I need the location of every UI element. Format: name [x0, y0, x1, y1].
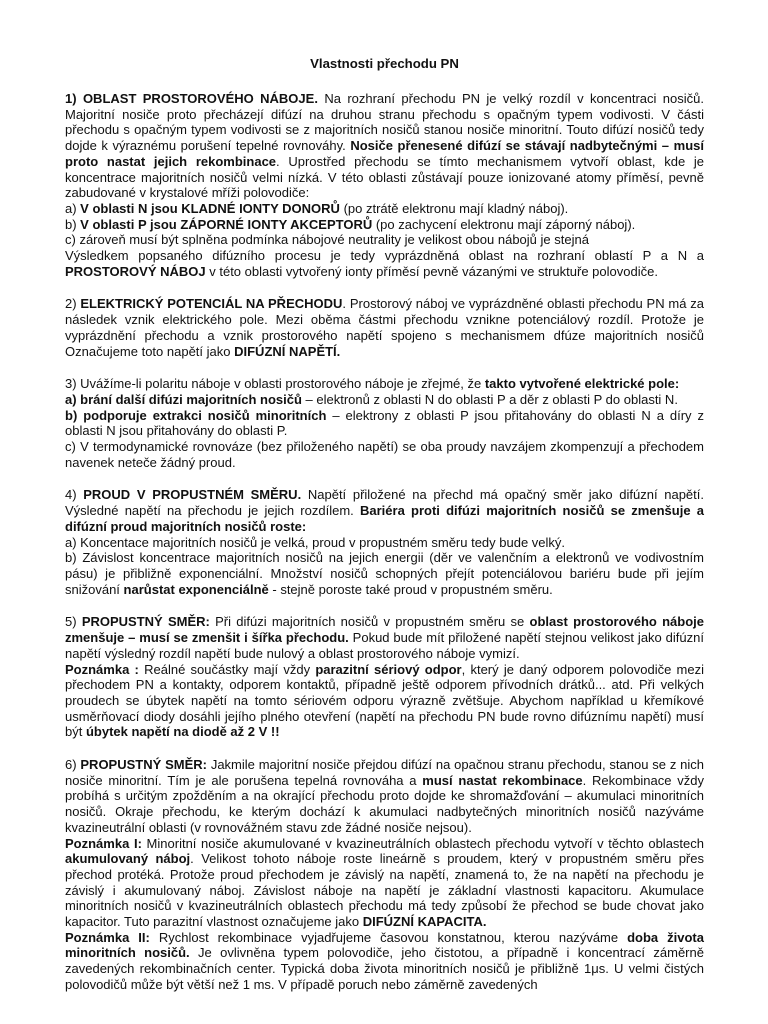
section-5 [65, 614, 704, 740]
text-run: Rychlost rekombinace vyjadřujeme časovou konstatnou, kterou nazýváme [149, 929, 628, 945]
paragraph [65, 248, 704, 279]
paragraph [65, 232, 704, 248]
paragraph [65, 392, 704, 408]
text-run: c) V termodynamické rovnováze (bez přiloženého napětí) se oba proudy navzájem zkompenzují a přechodem navenek neteče žádný proud. [65, 439, 704, 470]
bold-text: narůstat exponenciálně [123, 581, 269, 597]
text-run: a) [65, 200, 81, 216]
section-2 [65, 296, 704, 359]
paragraph [65, 487, 704, 534]
paragraph [65, 930, 704, 993]
text-run: a) Koncentace majoritních nosičů je velká, proud v propustném směru tedy bude velký. [65, 534, 566, 550]
text-run: . Velikost tohoto náboje roste lineárně s proudem, který v propustném směru přes přechod protéká. Protože proud přechodem je závislý na napětí, znamená to, že na napětí na přechodu je závislý i akumulovaný náboj. Závislost náboje na napětí je základní vlastnosti kapacitoru. Akumulace minoritních nosičů v kvazineutrálních oblastech přechodu má tedy způsobí že přechod se bude chovat jako kapacitor. Tuto parazitní vlastnost označujeme jako [65, 851, 704, 930]
section-4 [65, 487, 704, 597]
bold-text: takto vytvořené elektrické pole: [484, 376, 680, 392]
text-run: Pokud bude mít přiložené napětí stejnou velikost jako difúzní napětí výsledný rozdíl napětí bude nulový a oblast prostorového náboje vymizí. [65, 630, 704, 661]
bold-text: DIFÚZNÍ NAPĚTÍ. [234, 343, 341, 359]
bold-text: Poznámka I: [65, 835, 142, 851]
bold-text: DIFÚZNÍ KAPACITA. [362, 914, 487, 930]
paragraph [65, 408, 704, 439]
document-title: Vlastnosti přechodu PN [310, 56, 459, 71]
paragraph [65, 217, 704, 233]
text-run: c) zároveň musí být splněna podmínka nábojové neutrality je velikost obou nábojů je stejná [65, 232, 589, 248]
paragraph [65, 757, 704, 836]
bold-text: Poznámka : [65, 661, 139, 677]
paragraph [65, 535, 704, 551]
bold-text: 1) OBLAST PROSTOROVÉHO NÁBOJE. [65, 91, 318, 106]
bold-text: V oblasti N jsou KLADNÉ IONTY DONORŮ [80, 200, 340, 216]
bold-text: PROSTOROVÝ NÁBOJ [65, 263, 206, 279]
paragraph [65, 614, 704, 661]
text-run: 5) [65, 614, 82, 630]
bold-text: doba života minoritních nosičů. [65, 929, 704, 961]
text-run: Výsledkem popsaného difúzního procesu je tedy vyprázdněná oblast na rozhraní oblastí P a N a [65, 248, 704, 264]
bold-text: ELEKTRICKÝ POTENCIÁL NA PŘECHODU [80, 296, 343, 312]
paragraph [65, 550, 704, 597]
text-run: Minoritní nosiče akumulované v kvazineutrálních oblastech přechodu vytvoří v těchto oblastech [141, 835, 704, 851]
section-1 [65, 91, 704, 279]
text-run: 3) Uvážíme-li polaritu náboje v oblasti prostorového náboje je zřejmé, že [65, 376, 485, 392]
bold-text: Nosiče přenesené difúzí se stávají nadbytečnými – musí proto nastat jejich rekombinace [65, 138, 704, 169]
text-run: b) Závislost koncentrace majoritních nosičů na jejich energii (děr ve valenčním a elektronů ve vodivostním pásu) je přibližně exponenciální. Množství nosičů schopných přejít potenciálovou bariéru bude při jejím snižování [65, 550, 704, 597]
text-run: 4) [65, 487, 84, 503]
bold-text: úbytek napětí na diodě až 2 V !! [85, 724, 280, 740]
text-run: Reálné součástky mají vždy [138, 661, 316, 677]
text-run: Při difúzi majoritních nosičů v propustném směru se [209, 614, 530, 630]
text-run: Jakmile majoritní nosiče přejdou difúzí na opačnou stranu přechodu, stanou se z nich nosiče minoritní. Tím je ale porušena tepelná rovnováha a [65, 757, 704, 788]
bold-text: oblast prostorového náboje zmenšuje – musí se zmenšit i šířka přechodu. [65, 614, 704, 646]
text-run: - stejně poroste také proud v propustném směru. [268, 581, 553, 597]
text-run: – elektrony z oblasti P jsou přitahovány do oblasti N a díry z oblasti N jsou přitahovány do oblasti P. [65, 407, 704, 439]
bold-text: PROUD V PROPUSTNÉM SMĚRU. [83, 487, 302, 503]
text-run: (po ztrátě elektronu mají kladný náboj). [339, 200, 569, 216]
text-run: . Rekombinace vždy probíhá s určitým zpožděním a na okrající přechodu proto dojde ke shromažďování – akumulaci minoritních nosičů. Okraje přechodu, ke kterým dochází k akumulaci nadbytečných minoritních nosičů nazýváme kvazineutrální oblasti (v rovnovážném stavu zde žádné nosiče nejsou). [65, 772, 704, 835]
paragraph [65, 376, 704, 392]
text-run: 6) [65, 757, 81, 773]
text-run: Je ovlivněna typem polovodiče, jeho čistotou, a případně i koncentrací záměrně zavedených rekombinačních center. Typická doba života minoritních nosičů je přibližně 1μs. U velmi čistých polovodičů může být větší než 1 ms. V případě poruch nebo záměrně zavedených [65, 945, 704, 992]
text-run: . Prostorový náboj ve vyprázdněné oblasti přechodu PN má za následek vznik elektrického pole. Mezi oběma částmi přechodu vznikne potenciálový rozdíl. Protože je vyprázdnění přechodu a vznik prostorového napětí spojeno s mechanismem dfúze majoritních nosičů Označujeme toto napětí jako [65, 296, 705, 359]
bold-text: Bariéra proti difúzi majoritních nosičů se zmenšuje a difúzní proud majoritních nosičů roste: [65, 503, 704, 534]
paragraph [65, 91, 704, 201]
paragraph [65, 296, 704, 359]
text-run: Na rozhraní přechodu PN je velký rozdíl v koncentraci nosičů. Majoritní nosiče proto přecházejí difúzí na druhou stranu přechodu s opačným typem vodivosti. V části přechodu s opačným typem vodivosti se z majoritních nosičů stanou nosiče minoritní. Touto difúzí nosičů tedy dojde k výraznému porušení tepelné rovnováhy. [65, 91, 704, 154]
bold-text: akumulovaný náboj [65, 851, 191, 867]
bold-text: PROPUSTNÝ SMĚR: [81, 614, 210, 630]
text-run: Napětí přiložené na přechd má opačný směr jako difúzní napětí. Výsledné napětí na přechodu je jejich rozdílem. [65, 487, 704, 519]
paragraph [65, 836, 704, 930]
bold-text: PROPUSTNÝ SMĚR: [80, 757, 207, 773]
bold-text: b) podporuje extrakci nosičů minoritních [65, 407, 327, 423]
text-run: v této oblasti vytvořený ionty příměsí pevně vázanými ve struktuře polovodiče. [205, 263, 658, 279]
text-run: 2) [65, 296, 81, 312]
text-run: . Uprostřed přechodu se tímto mechanismem vytvoří oblast, kde je koncentrace majoritních nosičů velmi nízká. V této oblasti zůstávají pouze ionizované atomy příměsí, pevně zabudované v krystalové mříži polovodiče: [65, 153, 704, 201]
bold-text: V oblasti P jsou ZÁPORNÉ IONTY AKCEPTORŮ [80, 216, 373, 232]
paragraph [65, 439, 704, 470]
text-run: (po zachycení elektronu mají záporný náboj). [372, 216, 636, 232]
bold-text: Poznámka II: [65, 929, 150, 945]
section-6 [65, 757, 704, 993]
paragraph [65, 662, 704, 741]
document-body [65, 91, 704, 993]
bold-text: a) brání další difúzi majoritních nosičů [65, 391, 302, 407]
text-run: b) [65, 216, 81, 232]
paragraph [65, 201, 704, 217]
bold-text: parazitní sériový odpor [315, 661, 462, 677]
text-run: , který je daný odporem polovodiče mezi přechodem PN a kontakty, odporem kontaktů, případně ještě odporem přívodních drátků... atd. Při velkých proudech se úbytek napětí na tomto sériovém odporu výrazně zvětšuje. Abychom například u křemíkové usměrňovací diody dosáhli jejího plného otevření (napětí na přechodu PN bude rovno difúznímu napětí) musí být [65, 661, 704, 740]
bold-text: musí nastat rekombinace [422, 772, 583, 788]
section-3 [65, 376, 704, 470]
text-run: – elektronů z oblasti N do oblasti P a děr z oblasti P do oblasti N. [301, 391, 678, 407]
